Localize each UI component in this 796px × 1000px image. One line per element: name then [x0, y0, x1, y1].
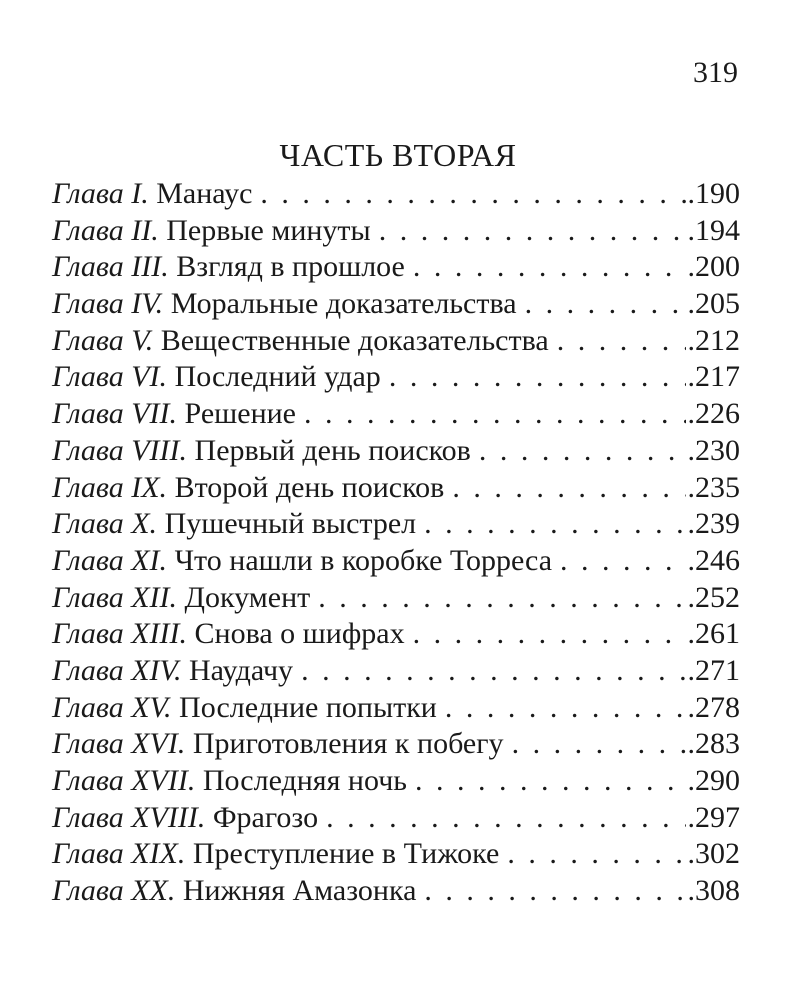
- toc-entry: [52, 763, 740, 800]
- chapter-label: Глава V.: [52, 323, 154, 357]
- chapter-title: Взгляд в прошлое: [176, 250, 405, 284]
- chapter-label: Глава VI.: [52, 360, 168, 394]
- chapter-title: Фрагозо: [212, 800, 319, 834]
- chapter-page-number: .190: [687, 177, 740, 210]
- chapter-label: Глава XX.: [52, 874, 176, 908]
- dot-leader: [260, 176, 685, 213]
- toc-entry: [52, 653, 740, 690]
- dot-leader: [415, 763, 686, 800]
- chapter-label: Глава I.: [52, 177, 149, 210]
- dot-leader: [445, 690, 686, 727]
- chapter-page-number: .302: [687, 837, 740, 871]
- chapter-page-number: .217: [687, 360, 740, 394]
- chapter-label: Глава II.: [52, 213, 159, 247]
- dot-leader: [424, 506, 685, 543]
- chapter-page-number: .212: [687, 323, 740, 357]
- chapter-page-number: .308: [687, 874, 740, 908]
- chapter-title: Снова о шифрах: [194, 617, 405, 651]
- chapter-page-number: .297: [687, 800, 740, 834]
- toc-entry: [52, 690, 740, 727]
- chapter-label: Глава XIX.: [52, 837, 186, 871]
- table-of-contents: [52, 176, 740, 910]
- toc-entry: [52, 800, 740, 837]
- chapter-title: Последняя ночь: [202, 764, 407, 797]
- dot-leader: [389, 359, 686, 396]
- toc-entry: [52, 580, 740, 617]
- dot-leader: [424, 873, 685, 910]
- chapter-page-number: .261: [687, 617, 740, 651]
- chapter-label: Глава XV.: [52, 690, 172, 724]
- chapter-label: Глава IV.: [52, 287, 164, 321]
- chapter-page-number: .278: [687, 690, 740, 724]
- chapter-title: Второй день поисков: [174, 470, 445, 504]
- chapter-title: Моральные доказательства: [170, 287, 517, 321]
- toc-entry: [52, 213, 740, 250]
- chapter-label: Глава XVI.: [52, 727, 186, 761]
- chapter-page-number: .239: [687, 507, 740, 541]
- chapter-label: Глава VII.: [52, 397, 178, 431]
- dot-leader: [479, 433, 686, 470]
- chapter-page-number: .252: [687, 580, 740, 614]
- chapter-title: Нижняя Амазонка: [182, 874, 417, 908]
- toc-entry: [52, 726, 740, 763]
- dot-leader: [304, 396, 686, 433]
- chapter-title: Решение: [184, 397, 296, 431]
- toc-entry: [52, 543, 740, 580]
- chapter-title: Что нашли в коробке Торреса: [174, 543, 553, 577]
- toc-entry: [52, 836, 740, 873]
- chapter-label: Глава XI.: [52, 543, 168, 577]
- chapter-title: Последние попытки: [179, 690, 437, 724]
- dot-leader: [318, 580, 685, 617]
- chapter-label: Глава XVIII.: [52, 800, 206, 834]
- chapter-label: Глава XIV.: [52, 653, 182, 687]
- toc-entry: [52, 506, 740, 543]
- chapter-label: Глава VIII.: [52, 433, 188, 467]
- chapter-title: Первый день поисков: [194, 433, 471, 467]
- dot-leader: [525, 286, 686, 323]
- page-number: 319: [693, 56, 738, 89]
- chapter-page-number: .246: [687, 543, 740, 577]
- part-title: ЧАСТЬ ВТОРАЯ: [279, 137, 517, 173]
- dot-leader: [326, 800, 685, 837]
- chapter-title: Манаус: [156, 177, 253, 210]
- toc-entry: [52, 873, 740, 910]
- dot-leader: [413, 249, 686, 286]
- toc-entry: [52, 286, 740, 323]
- chapter-label: Глава XII.: [52, 580, 178, 614]
- chapter-page-number: .235: [687, 470, 740, 504]
- dot-leader: [512, 726, 686, 763]
- dot-leader: [379, 213, 686, 250]
- chapter-title: Первые минуты: [166, 213, 371, 247]
- chapter-page-number: .290: [687, 764, 740, 797]
- chapter-title: Пушечный выстрел: [164, 507, 417, 541]
- dot-leader: [301, 653, 685, 690]
- chapter-page-number: .194: [687, 213, 740, 247]
- chapter-title: Наудачу: [189, 653, 294, 687]
- chapter-label: Глава X.: [52, 507, 158, 541]
- toc-entry: [52, 396, 740, 433]
- toc-entry: [52, 323, 740, 360]
- chapter-page-number: .271: [687, 653, 740, 687]
- chapter-title: Преступление в Тижоке: [192, 837, 500, 871]
- chapter-label: Глава IX.: [52, 470, 168, 504]
- chapter-page-number: .226: [687, 397, 740, 431]
- chapter-page-number: .283: [687, 727, 740, 761]
- chapter-page-number: .200: [687, 250, 740, 284]
- toc-entry: [52, 433, 740, 470]
- dot-leader: [452, 470, 685, 507]
- chapter-title: Вещественные доказательства: [160, 323, 549, 357]
- chapter-title: Приготовления к побегу: [192, 727, 504, 761]
- chapter-title: Документ: [184, 580, 311, 614]
- dot-leader: [413, 616, 686, 653]
- chapter-label: Глава XVII.: [52, 764, 196, 797]
- dot-leader: [557, 323, 686, 360]
- chapter-title: Последний удар: [174, 360, 381, 394]
- chapter-label: Глава III.: [52, 250, 169, 284]
- chapter-label: Глава XIII.: [52, 617, 188, 651]
- toc-entry: [52, 249, 740, 286]
- dot-leader: [507, 836, 685, 873]
- dot-leader: [560, 543, 685, 580]
- chapter-page-number: .205: [687, 287, 740, 321]
- chapter-page-number: .230: [687, 433, 740, 467]
- toc-entry: [52, 359, 740, 396]
- toc-entry: [52, 616, 740, 653]
- toc-entry: [52, 176, 740, 213]
- toc-entry: [52, 470, 740, 507]
